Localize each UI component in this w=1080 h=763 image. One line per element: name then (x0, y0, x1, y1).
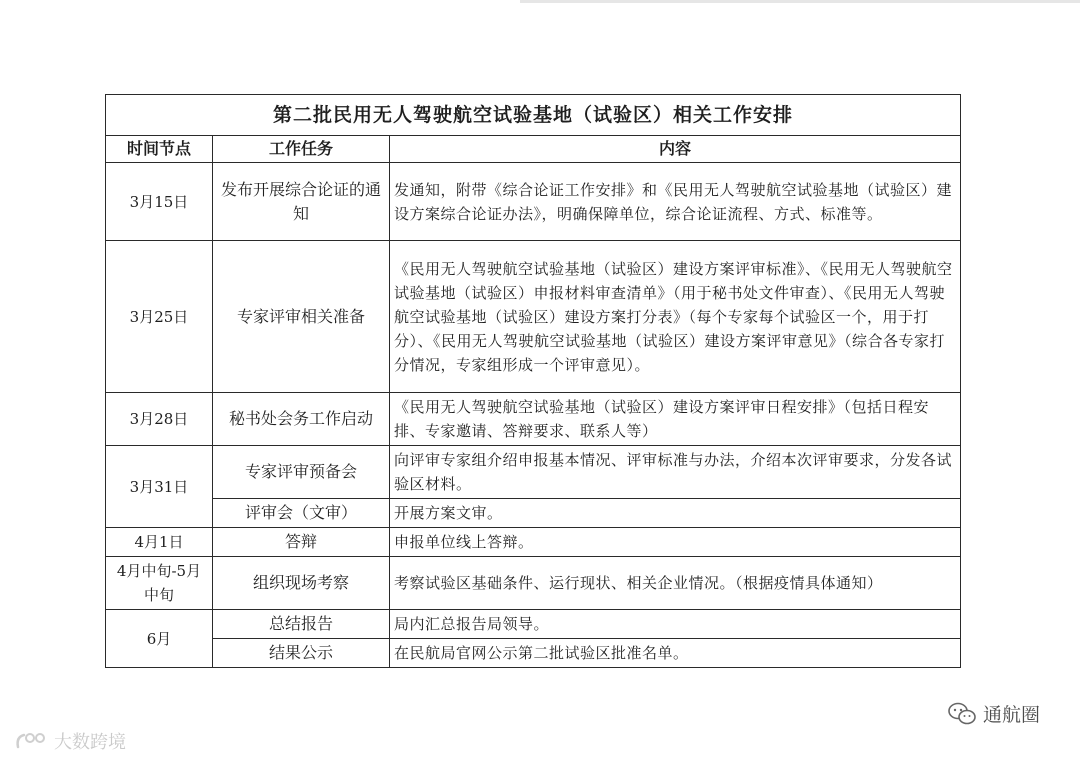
row-task: 发布开展综合论证的通知 (213, 163, 390, 241)
row-content: 向评审专家组介绍申报基本情况、评审标准与办法，介绍本次评审要求，分发各试验区材料。 (390, 446, 961, 499)
schedule-table (105, 94, 961, 668)
row-time: 3月25日 (106, 241, 213, 393)
row-task: 组织现场考察 (213, 557, 390, 610)
row-time: 4月1日 (106, 528, 213, 557)
row-content: 发通知，附带《综合论证工作安排》和《民用无人驾驶航空试验基地（试验区）建设方案综合论证办法》，明确保障单位，综合论证流程、方式、标准等。 (390, 163, 961, 241)
table-row (106, 499, 961, 528)
table-row (106, 528, 961, 557)
table-row (106, 639, 961, 668)
brand-logo-icon (14, 729, 48, 753)
row-time: 4月中旬-5月中旬 (106, 557, 213, 610)
row-task: 答辩 (213, 528, 390, 557)
header-time: 时间节点 (106, 136, 213, 163)
row-content: 考察试验区基础条件、运行现状、相关企业情况。（根据疫情具体通知） (390, 557, 961, 610)
row-content: 《民用无人驾驶航空试验基地（试验区）建设方案评审日程安排》（包括日程安排、专家邀请、答辩要求、联系人等） (390, 393, 961, 446)
row-task: 评审会（文审） (213, 499, 390, 528)
title-row (106, 95, 961, 136)
row-content: 局内汇总报告局领导。 (390, 610, 961, 639)
table-title: 第二批民用无人驾驶航空试验基地（试验区）相关工作安排 (106, 95, 961, 136)
row-content: 开展方案文审。 (390, 499, 961, 528)
table-row (106, 557, 961, 610)
table-row (106, 610, 961, 639)
watermark-left-text: 大数跨境 (54, 732, 126, 753)
header-task: 工作任务 (213, 136, 390, 163)
row-time: 3月28日 (106, 393, 213, 446)
row-time: 3月15日 (106, 163, 213, 241)
header-row (106, 136, 961, 163)
watermark-account (947, 700, 1040, 727)
row-task: 总结报告 (213, 610, 390, 639)
table-row (106, 446, 961, 499)
watermark-brand (14, 728, 126, 754)
table-row (106, 241, 961, 393)
row-content: 在民航局官网公示第二批试验区批准名单。 (390, 639, 961, 668)
scan-edge-line (520, 0, 1080, 3)
header-content: 内容 (390, 136, 961, 163)
row-time: 3月31日 (106, 446, 213, 528)
table-row (106, 393, 961, 446)
row-task: 秘书处会务工作启动 (213, 393, 390, 446)
row-time: 6月 (106, 610, 213, 668)
watermark-right-text: 通航圈 (982, 704, 1040, 726)
wechat-icon (947, 701, 977, 727)
row-task: 专家评审相关准备 (213, 241, 390, 393)
row-task: 专家评审预备会 (213, 446, 390, 499)
row-task: 结果公示 (213, 639, 390, 668)
row-content: 申报单位线上答辩。 (390, 528, 961, 557)
row-content: 《民用无人驾驶航空试验基地（试验区）建设方案评审标准》、《民用无人驾驶航空试验基地（试验区）申报材料审查清单》（用于秘书处文件审查）、《民用无人驾驶航空试验基地（试验区）建设方案打分表》（每个专家每个试验区一个，用于打分）、《民用无人驾驶航空试验基地（试验区）建设方案评审意见》（综合各专家打分情况，专家组形成一个评审意见）。 (390, 241, 961, 393)
table-row (106, 163, 961, 241)
